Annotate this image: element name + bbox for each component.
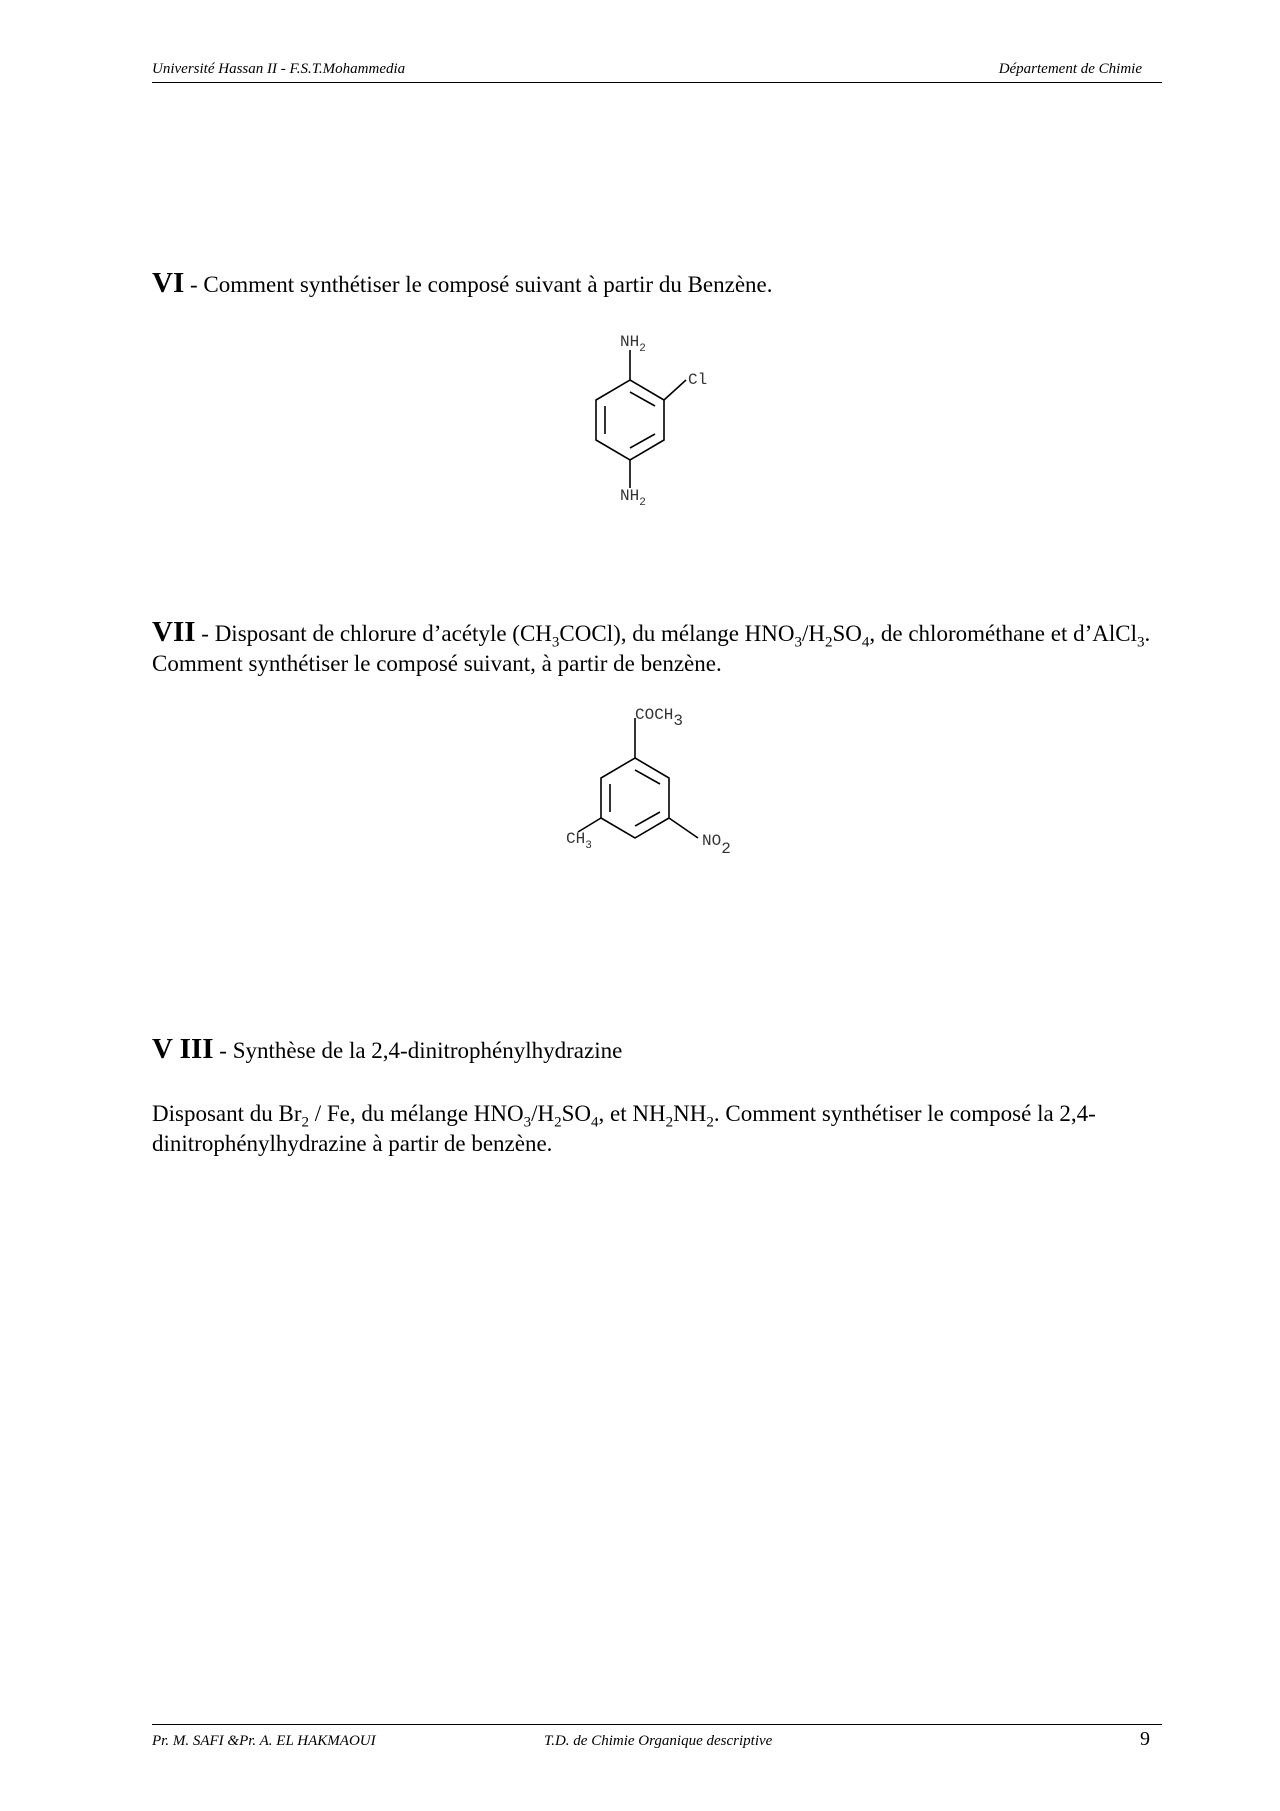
bottom-substituent: $NH_2$ bbox=[620, 487, 646, 509]
header-university: Université Hassan II - F.S.T.Mohammedia bbox=[152, 61, 406, 77]
top-substituent: $NH_2$ bbox=[620, 333, 646, 355]
section-8-question: Disposant du $Br_2$ / Fe, du mélange $HNO_3/H_2SO_4$, et $NH_2NH_2$. Comment synthétiser le composé la 2,4-dinitrophénylhydrazine à partir de benzène. bbox=[152, 1101, 1096, 1156]
header-department: Département de Chimie bbox=[998, 61, 1142, 77]
section-8-title: Synthèse de la 2,4-dinitrophénylhydrazine bbox=[232, 1038, 623, 1063]
top-substituent: COCH3 bbox=[635, 706, 684, 730]
left-substituent: $CH_3$ bbox=[566, 830, 592, 852]
section-7-number: VII bbox=[152, 616, 196, 648]
footer-authors: Pr. M. SAFI &Pr. A. EL HAKMAOUI bbox=[152, 1733, 376, 1749]
footer-course: T.D. de Chimie Organique descriptive bbox=[544, 1733, 773, 1749]
page-number: 9 bbox=[1140, 1728, 1150, 1750]
side-substituent: Cl bbox=[688, 371, 708, 389]
section-8-number: V III bbox=[152, 1033, 214, 1065]
section-6-text: Comment synthétiser le composé suivant à partir du Benzène. bbox=[203, 272, 773, 297]
right-substituent: NO2 bbox=[702, 832, 731, 858]
molecule-2-chloro-1-4-diaminobenzene bbox=[560, 320, 740, 520]
section-6-number: VI bbox=[152, 267, 185, 299]
page-footer bbox=[152, 1724, 1162, 1755]
section-8-heading: V III - Synthèse de la 2,4-dinitrophénylhydrazine bbox=[152, 1033, 623, 1065]
page-header bbox=[152, 58, 1162, 83]
section-6-question: VI - Comment synthétiser le composé suivant à partir du Benzène. bbox=[152, 267, 773, 299]
molecule-3-methyl-5-nitroacetophenone bbox=[550, 700, 750, 870]
section-7-question: VII - Disposant de chlorure d’acétyle $(CH_3COCl)$, du mélange $HNO_3/H_2SO_4$, de chlorométhane et d’AlCl$_3$. Comment synthétiser le composé suivant, à partir de benzène. bbox=[152, 616, 1151, 676]
